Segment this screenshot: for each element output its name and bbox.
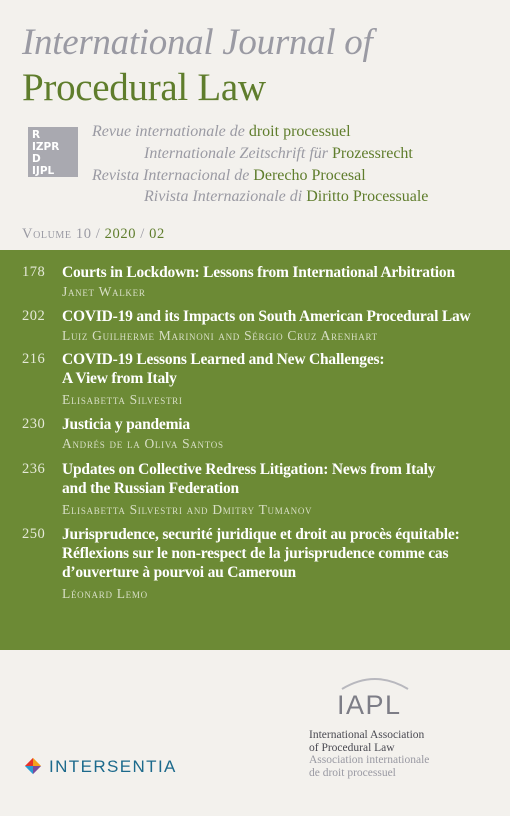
volume-label: Volume 10 xyxy=(22,226,92,242)
article-title: Courts in Lockdown: Lessons from International Arbitration xyxy=(62,264,455,281)
article-authors: Léonard Lemo xyxy=(62,586,148,601)
iapl-arc-icon xyxy=(338,675,412,691)
publisher-brand xyxy=(24,757,177,775)
issue-year: 2020 xyxy=(104,226,137,242)
subtitle-emphasis: Derecho Procesal xyxy=(253,167,366,184)
publisher-name: INTERSENTIA xyxy=(49,756,177,776)
article-page: 230 xyxy=(22,416,46,432)
iapl-name-fr: Association internationale xyxy=(309,754,430,766)
iapl-name-en: International Association xyxy=(309,729,425,741)
intersentia-logo-icon xyxy=(24,757,42,775)
izpr-ijpl-logo xyxy=(28,127,78,177)
article-title: Jurisprudence, securité juridique et droit au procès équitable: Réflexions sur le non-respect de la jurisprudence comme cas d’ouverture à pourvoi au Cameroun xyxy=(62,526,460,581)
article-title: COVID-19 and its Impacts on South American Procedural Law xyxy=(62,308,471,325)
article-page: 202 xyxy=(22,308,46,324)
article-authors: Luiz Guilherme Marinoni and Sérgio Cruz Arenhart xyxy=(62,328,378,343)
contents-panel xyxy=(0,250,510,650)
article-title: COVID-19 Lessons Learned and New Challenges: A View from Italy xyxy=(62,351,385,387)
subtitle-emphasis: droit processuel xyxy=(248,123,351,140)
subtitle-german xyxy=(144,146,413,162)
subtitle-italic: Rivista Internazionale di xyxy=(144,188,307,205)
article-title: Updates on Collective Redress Litigation: News from Italy and the Russian Federation xyxy=(62,461,436,497)
iapl-acronym: IAPL xyxy=(337,690,402,720)
journal-title-line-2: Procedural Law xyxy=(22,66,266,109)
iapl-name-fr: de droit processuel xyxy=(309,766,396,779)
article-page: 216 xyxy=(22,351,46,367)
subtitle-italic: Internationale Zeitschrift für xyxy=(144,145,332,162)
subtitle-italic: Revue internationale de xyxy=(92,123,249,140)
issue-separator: / xyxy=(136,226,150,242)
subtitle-emphasis: Diritto Processuale xyxy=(306,188,429,205)
iapl-association-name xyxy=(309,729,429,779)
issue-info xyxy=(22,226,165,243)
article-page: 178 xyxy=(22,264,46,280)
logo-line: IZPR xyxy=(32,141,60,153)
subtitle-italic: Revista Internacional de xyxy=(92,167,254,184)
article-title: Justicia y pandemia xyxy=(62,416,190,433)
subtitle-french xyxy=(92,124,351,140)
subtitle-italian xyxy=(144,189,428,205)
logo-line: R xyxy=(32,129,41,141)
issue-number: 02 xyxy=(149,226,165,242)
article-authors: Elisabetta Silvestri and Dmitry Tumanov xyxy=(62,502,313,517)
journal-title-line-1: International Journal of xyxy=(22,22,373,63)
logo-line: D xyxy=(32,153,41,165)
subtitle-emphasis: Prozessrecht xyxy=(332,145,413,162)
article-page: 236 xyxy=(22,461,46,477)
article-page: 250 xyxy=(22,526,46,542)
article-authors: Janet Walker xyxy=(62,284,146,299)
article-authors: Elisabetta Silvestri xyxy=(62,392,183,407)
subtitle-spanish xyxy=(92,168,366,184)
logo-line: IJPL xyxy=(32,165,55,177)
iapl-name-en: of Procedural Law xyxy=(309,741,395,754)
article-authors: Andrés de la Oliva Santos xyxy=(62,436,224,451)
issue-separator: / xyxy=(91,226,105,242)
